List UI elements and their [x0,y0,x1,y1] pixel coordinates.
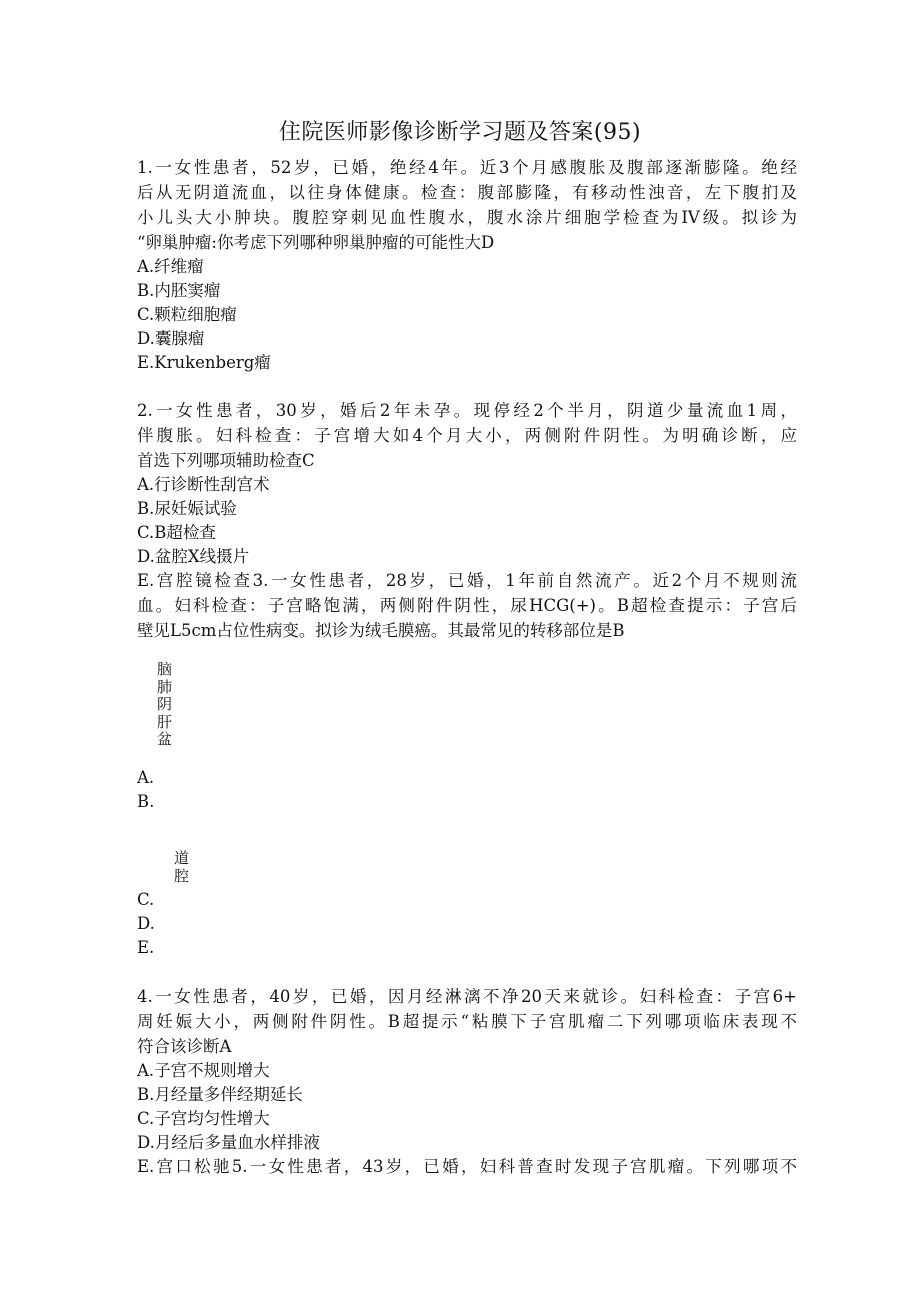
fragment-char: 肺 [157,677,173,696]
fragment-char: 腔 [174,866,190,885]
fragment-char: 脑 [157,660,173,678]
text-line: C.颗粒细胞瘤 [137,305,237,324]
text-line: 血。妇科检查：子宫略饱满，两侧附件阴性，尿HCG(+)。B超检查提示：子宫后 [137,596,797,615]
text-line: A. [137,768,155,787]
text-line: E.宫口松驰5.一女性患者，43岁，已婚，妇科普查时发现子宫肌瘤。下列哪项不 [137,1157,797,1176]
text-line: A.子宫不规则增大 [137,1061,270,1080]
vertical-fragment [157,661,177,749]
text-line: D. [137,914,155,933]
text-line: 后从无阴道流血，以往身体健康。检查：腹部膨隆，有移动性浊音，左下腹扪及 [137,183,797,202]
text-line: A.行诊断性刮宫术 [137,475,270,494]
text-line: E. [137,938,155,957]
text-line: “卵巢肿瘤:你考虑下列哪种卵巢肿瘤的可能性大D [137,233,495,252]
text-line: A.纤维瘤 [137,257,204,276]
text-line: D.囊腺瘤 [137,329,205,348]
text-line: D.盆腔X线摄片 [137,547,250,566]
text-line: B.内胚窦瘤 [137,281,221,300]
text-line: 周妊娠大小，两侧附件阴性。B超提示“粘膜下子宫肌瘤二下列哪项临床表现不 [137,1012,797,1031]
fragment-char: 肝 [157,712,173,731]
document-title: 住院医师影像诊断学习题及答案(95) [278,120,642,145]
text-line: E.宫腔镜检查3.一女性患者，28岁，已婚，1年前自然流产。近2个月不规则流 [137,571,797,590]
vertical-fragment [174,850,194,885]
text-line: C.子宫均匀性增大 [137,1109,270,1128]
text-line: 2.一女性患者，30岁，婚后2年未孕。现停经2个半月，阴道少量流血1周， [137,401,797,420]
text-line: 符合该诊断A [137,1037,232,1056]
text-line: B.尿妊娠试验 [137,499,237,518]
text-line: 壁见L5cm占位性病变。拟诊为绒毛膜癌。其最常见的转移部位是B [137,621,625,640]
fragment-char: 阴 [157,695,173,713]
text-line: 1.一女性患者，52岁，已婚，绝经4年。近3个月感腹胀及腹部逐渐膨隆。绝经 [137,158,797,177]
text-line: 小儿头大小肿块。腹腔穿刺见血性腹水，腹水涂片细胞学检查为IV级。拟诊为 [137,208,797,227]
text-line: C.B超检查 [137,523,216,542]
text-line: E.Krukenberg瘤 [137,353,271,372]
text-line: 首选下列哪项辅助检查C [137,451,315,470]
text-line: C. [137,890,155,909]
text-line: B.月经量多伴经期延长 [137,1085,303,1104]
fragment-char: 道 [174,849,190,867]
text-line: D.月经后多量血水样排液 [137,1133,320,1152]
text-line: 伴腹胀。妇科检查：子宫增大如4个月大小，两侧附件阴性。为明确诊断，应 [137,426,797,445]
text-line: B. [137,792,155,811]
fragment-char: 盆 [157,730,173,748]
text-line: 4.一女性患者，40岁，已婚，因月经淋漓不净20天来就诊。妇科检查：子宫6+ [137,987,797,1006]
